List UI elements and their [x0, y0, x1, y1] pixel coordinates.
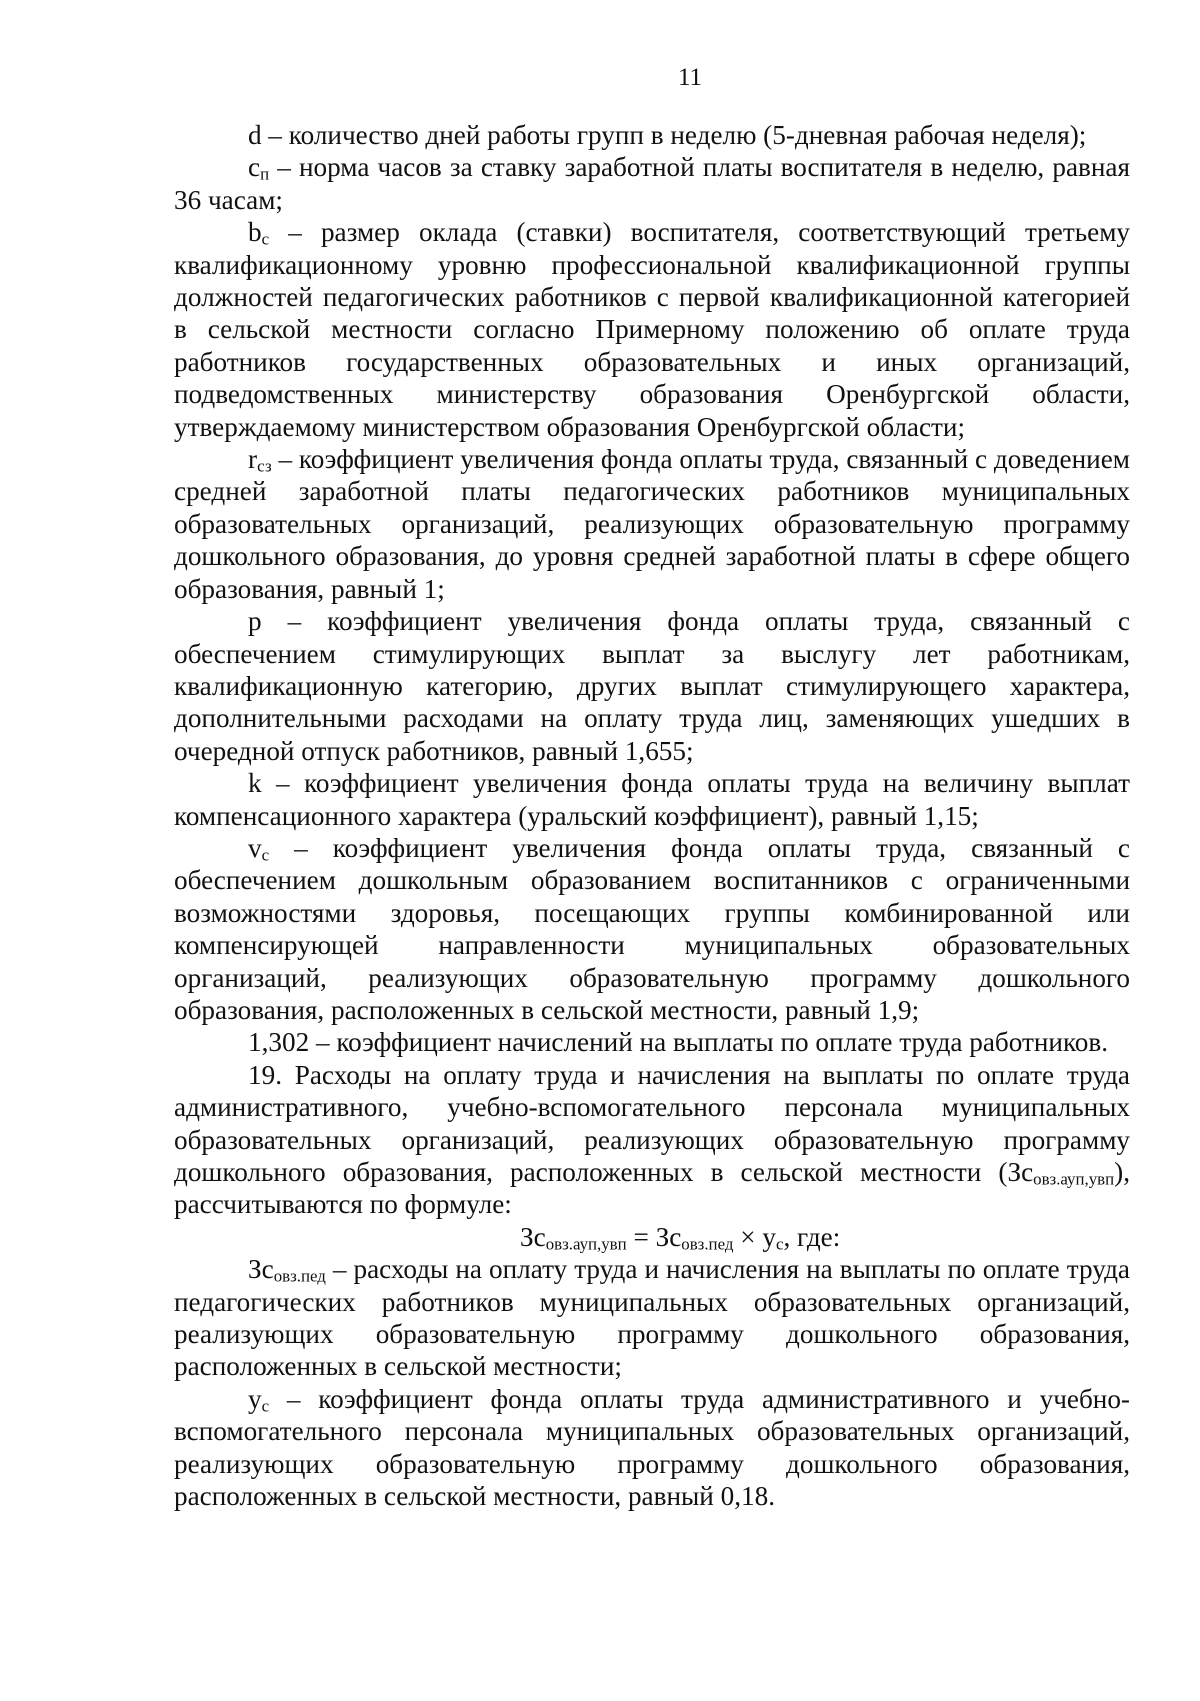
symbol: c	[248, 152, 261, 183]
symbol: d	[248, 120, 262, 150]
symbol: у	[248, 1383, 262, 1414]
body-text	[174, 119, 1130, 1512]
symbol: v	[248, 832, 262, 863]
definition-yc	[174, 1383, 1130, 1513]
section-19-tail: ), рассчитываются по формуле:	[174, 1157, 1130, 1220]
definition-text: – расходы на оплату труда и начисления на выплаты по оплате труда педагогических работников муниципальных образовательных организаций, реализующих образовательную программу дошкольного образования, расположенных в сельской местности;	[174, 1254, 1130, 1382]
definition-k	[174, 767, 1130, 832]
formula-lhs: Зс	[520, 1221, 546, 1252]
formula-equals: =	[626, 1221, 656, 1252]
definition-d	[174, 119, 1130, 151]
definition-bc	[174, 216, 1130, 443]
definition-zs-ped	[174, 1253, 1130, 1383]
definition-text: – коэффициент увеличения фонда оплаты труда, связанный с доведением средней заработной платы педагогических работников муниципальных образовательных организаций, реализующих образовательную программу дошкольного образования, до уровня средней заработной платы в сфере общего образования, равный 1;	[174, 444, 1130, 604]
definition-p	[174, 605, 1130, 767]
symbol: b	[248, 217, 262, 248]
definition-text: – коэффициент начислений на выплаты по оплате труда работников.	[309, 1027, 1109, 1058]
section-19-text: 19. Расходы на оплату труда и начисления на выплаты по оплате труда административного, учебно-вспомогательного персонала муниципальных образовательных организаций, реализующих образовательную программу дошкольного образования, расположенных в сельской местности (	[174, 1059, 1130, 1187]
symbol-subscript: овз.ауп,увп	[1033, 1169, 1115, 1189]
definition-text: – коэффициент увеличения фонда оплаты труда на величину выплат компенсационного характера (уральский коэффициент), равный 1,15;	[174, 768, 1130, 831]
formula-rhs-2: у	[762, 1221, 776, 1252]
formula-rhs-1: Зс	[655, 1221, 682, 1252]
formula-rhs-2-subscript: с	[775, 1234, 784, 1254]
definition-vc	[174, 832, 1130, 1026]
definition-text: – норма часов за ставку заработной платы воспитателя в неделю, равная 36 часам;	[174, 152, 1130, 215]
symbol-subscript: с	[261, 1396, 270, 1416]
symbol-subscript: с	[261, 845, 270, 865]
formula-lhs-subscript: овз.ауп,увп	[545, 1234, 627, 1254]
page-number: 11	[677, 64, 703, 91]
definition-text: – коэффициент увеличения фонда оплаты труда, связанный с обеспечением стимулирующих выплат за выслугу лет работникам, квалификационную категорию, других выплат стимулирующего характера, дополнительными расходами на оплату труда лиц, заменяющих ушедших в очередной отпуск работников, равный 1,655;	[174, 606, 1130, 766]
definition-text: – количество дней работы групп в неделю (5-дневная рабочая неделя);	[261, 120, 1087, 150]
definition-text: – размер оклада (ставки) воспитателя, соответствующий третьему квалификационному уровню профессиональной квалификационной группы должностей педагогических работников с первой квалификационной категорией в сельской местности согласно Примерному положению об оплате труда работников государственных образовательных и иных организаций, подведомственных министерству образования Оренбургской области, утверждаемому министерством образования Оренбургской области;	[174, 217, 1130, 442]
definition-cp	[174, 151, 1130, 216]
symbol: r	[248, 444, 258, 475]
symbol: Зс	[248, 1254, 274, 1285]
formula-times: ×	[733, 1221, 763, 1252]
symbol: Зс	[1007, 1157, 1034, 1187]
definition-text: – коэффициент фонда оплаты труда административного и учебно-вспомогательного персонала муниципальных образовательных организаций, реализующих образовательную программу дошкольного образования, расположенных в сельской местности, равный 0,18.	[174, 1383, 1130, 1512]
symbol: k	[248, 768, 262, 799]
symbol: p	[248, 606, 262, 637]
formula-rhs-1-subscript: овз.пед	[681, 1234, 734, 1254]
definition-text: – коэффициент увеличения фонда оплаты труда, связанный с обеспечением дошкольным образованием воспитанников с ограниченными возможностями здоровья, посещающих группы комбинированной или компенсирующей направленности муниципальных образовательных организаций, реализующих образовательную программу дошкольного образования, расположенных в сельской местности, равный 1,9;	[174, 832, 1130, 1025]
section-19	[174, 1059, 1130, 1221]
symbol-subscript: сз	[257, 456, 272, 476]
symbol: 1,302	[248, 1027, 310, 1058]
symbol-subscript: п	[260, 165, 270, 185]
formula	[174, 1221, 1130, 1253]
symbol-subscript: овз.пед	[273, 1266, 326, 1286]
symbol-subscript: с	[261, 229, 270, 249]
definition-rsz	[174, 443, 1130, 605]
definition-1302	[174, 1026, 1130, 1058]
formula-tail: , где:	[783, 1221, 841, 1252]
